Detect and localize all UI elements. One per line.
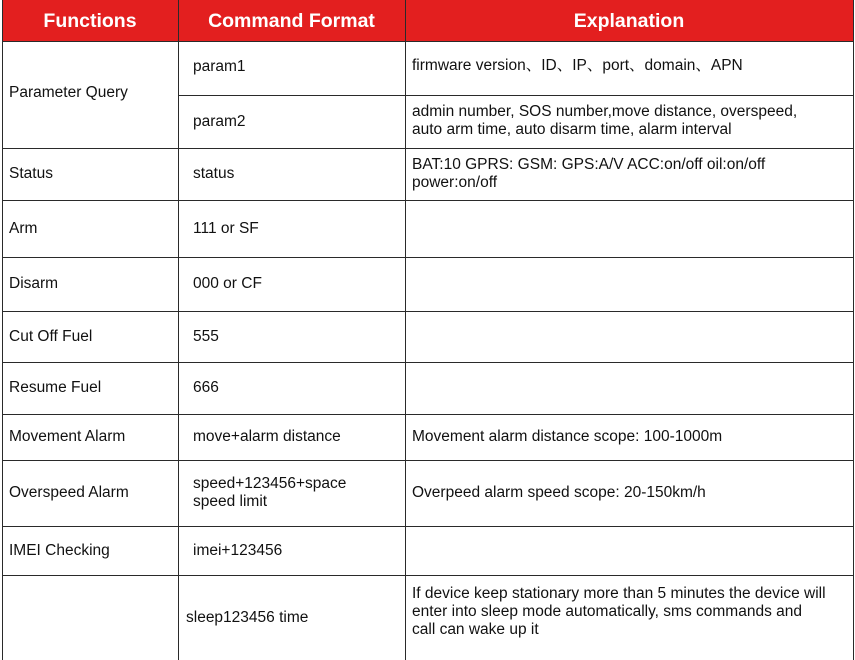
table-column-divider — [405, 0, 406, 660]
table-row-divider — [2, 460, 853, 461]
explanation-cell — [405, 148, 853, 200]
command-label: param1 — [193, 58, 246, 75]
function-label: Status — [9, 165, 53, 182]
command-label: 555 — [193, 327, 219, 345]
function-cell — [2, 257, 178, 311]
header-command-format-label: Command Format — [208, 9, 375, 32]
table-row-divider — [2, 200, 853, 201]
header-explanation — [405, 0, 853, 41]
command-cell — [178, 148, 405, 200]
function-cell — [2, 41, 178, 148]
function-cell — [2, 526, 178, 575]
table-row-divider — [2, 41, 853, 42]
table-row-divider — [2, 575, 853, 576]
command-cell — [178, 95, 405, 148]
header-command-format — [178, 0, 405, 41]
header-explanation-label: Explanation — [573, 9, 685, 32]
function-label: Overspeed Alarm — [9, 484, 129, 501]
explanation-label: If device keep stationary more than 5 minutes the device will enter into sleep mode automatically, sms commands and call can wake up it — [412, 585, 826, 638]
command-label: param2 — [193, 112, 246, 130]
explanation-label: BAT:10 GPRS: GSM: GPS:A/V ACC:on/off oil:on/off power:on/off — [412, 156, 766, 191]
explanation-cell — [405, 414, 853, 460]
explanation-cell — [405, 311, 853, 362]
command-cell — [178, 414, 405, 460]
explanation-cell — [405, 362, 853, 414]
function-cell — [2, 200, 178, 257]
command-cell — [178, 362, 405, 414]
function-cell — [2, 311, 178, 362]
table-row-divider — [2, 311, 853, 312]
table-row-divider — [178, 95, 853, 96]
explanation-label: firmware version、ID、IP、port、domain、APN — [412, 57, 743, 74]
command-cell — [178, 575, 405, 660]
table-row-divider — [2, 257, 853, 258]
header-functions-label: Functions — [43, 9, 137, 32]
explanation-label: admin number, SOS number,move distance, overspeed, auto arm time, auto disarm time, alarm interval — [412, 103, 798, 138]
table-column-divider — [853, 0, 854, 660]
explanation-cell — [405, 200, 853, 257]
table-column-divider — [178, 0, 179, 660]
table-row-divider — [2, 148, 853, 149]
explanation-cell — [405, 575, 853, 660]
function-cell — [2, 575, 178, 660]
explanation-cell — [405, 95, 853, 148]
table-row-divider — [2, 362, 853, 363]
command-label: status — [193, 165, 235, 182]
explanation-label: Movement alarm distance scope: 100-1000m — [412, 428, 723, 445]
command-label: 111 or SF — [193, 219, 259, 237]
command-cell — [178, 200, 405, 257]
function-cell — [2, 460, 178, 526]
command-cell — [178, 460, 405, 526]
explanation-label: Overpeed alarm speed scope: 20-150km/h — [412, 484, 706, 501]
function-label: Cut Off Fuel — [9, 327, 93, 345]
explanation-cell — [405, 526, 853, 575]
explanation-cell — [405, 41, 853, 95]
header-functions — [2, 0, 178, 41]
command-label: imei+123456 — [193, 541, 283, 559]
table-row-divider — [2, 414, 853, 415]
command-label: sleep123456 time — [186, 608, 309, 626]
function-cell — [2, 148, 178, 200]
command-cell — [178, 257, 405, 311]
table-row-divider — [2, 526, 853, 527]
function-label: Arm — [9, 219, 38, 237]
command-label: move+alarm distance — [193, 428, 341, 445]
command-cell — [178, 311, 405, 362]
command-cell — [178, 526, 405, 575]
function-label: IMEI Checking — [9, 541, 110, 559]
command-label: 666 — [193, 379, 219, 396]
command-cell — [178, 41, 405, 95]
table-column-divider — [2, 0, 3, 660]
function-cell — [2, 414, 178, 460]
explanation-cell — [405, 257, 853, 311]
command-label: 000 or CF — [193, 275, 262, 292]
command-label: speed+123456+space speed limit — [193, 475, 347, 510]
function-label: Movement Alarm — [9, 428, 126, 445]
explanation-cell — [405, 460, 853, 526]
function-label: Parameter Query — [9, 84, 128, 101]
function-label: Disarm — [9, 275, 59, 292]
function-label: Resume Fuel — [9, 379, 102, 396]
function-cell — [2, 362, 178, 414]
